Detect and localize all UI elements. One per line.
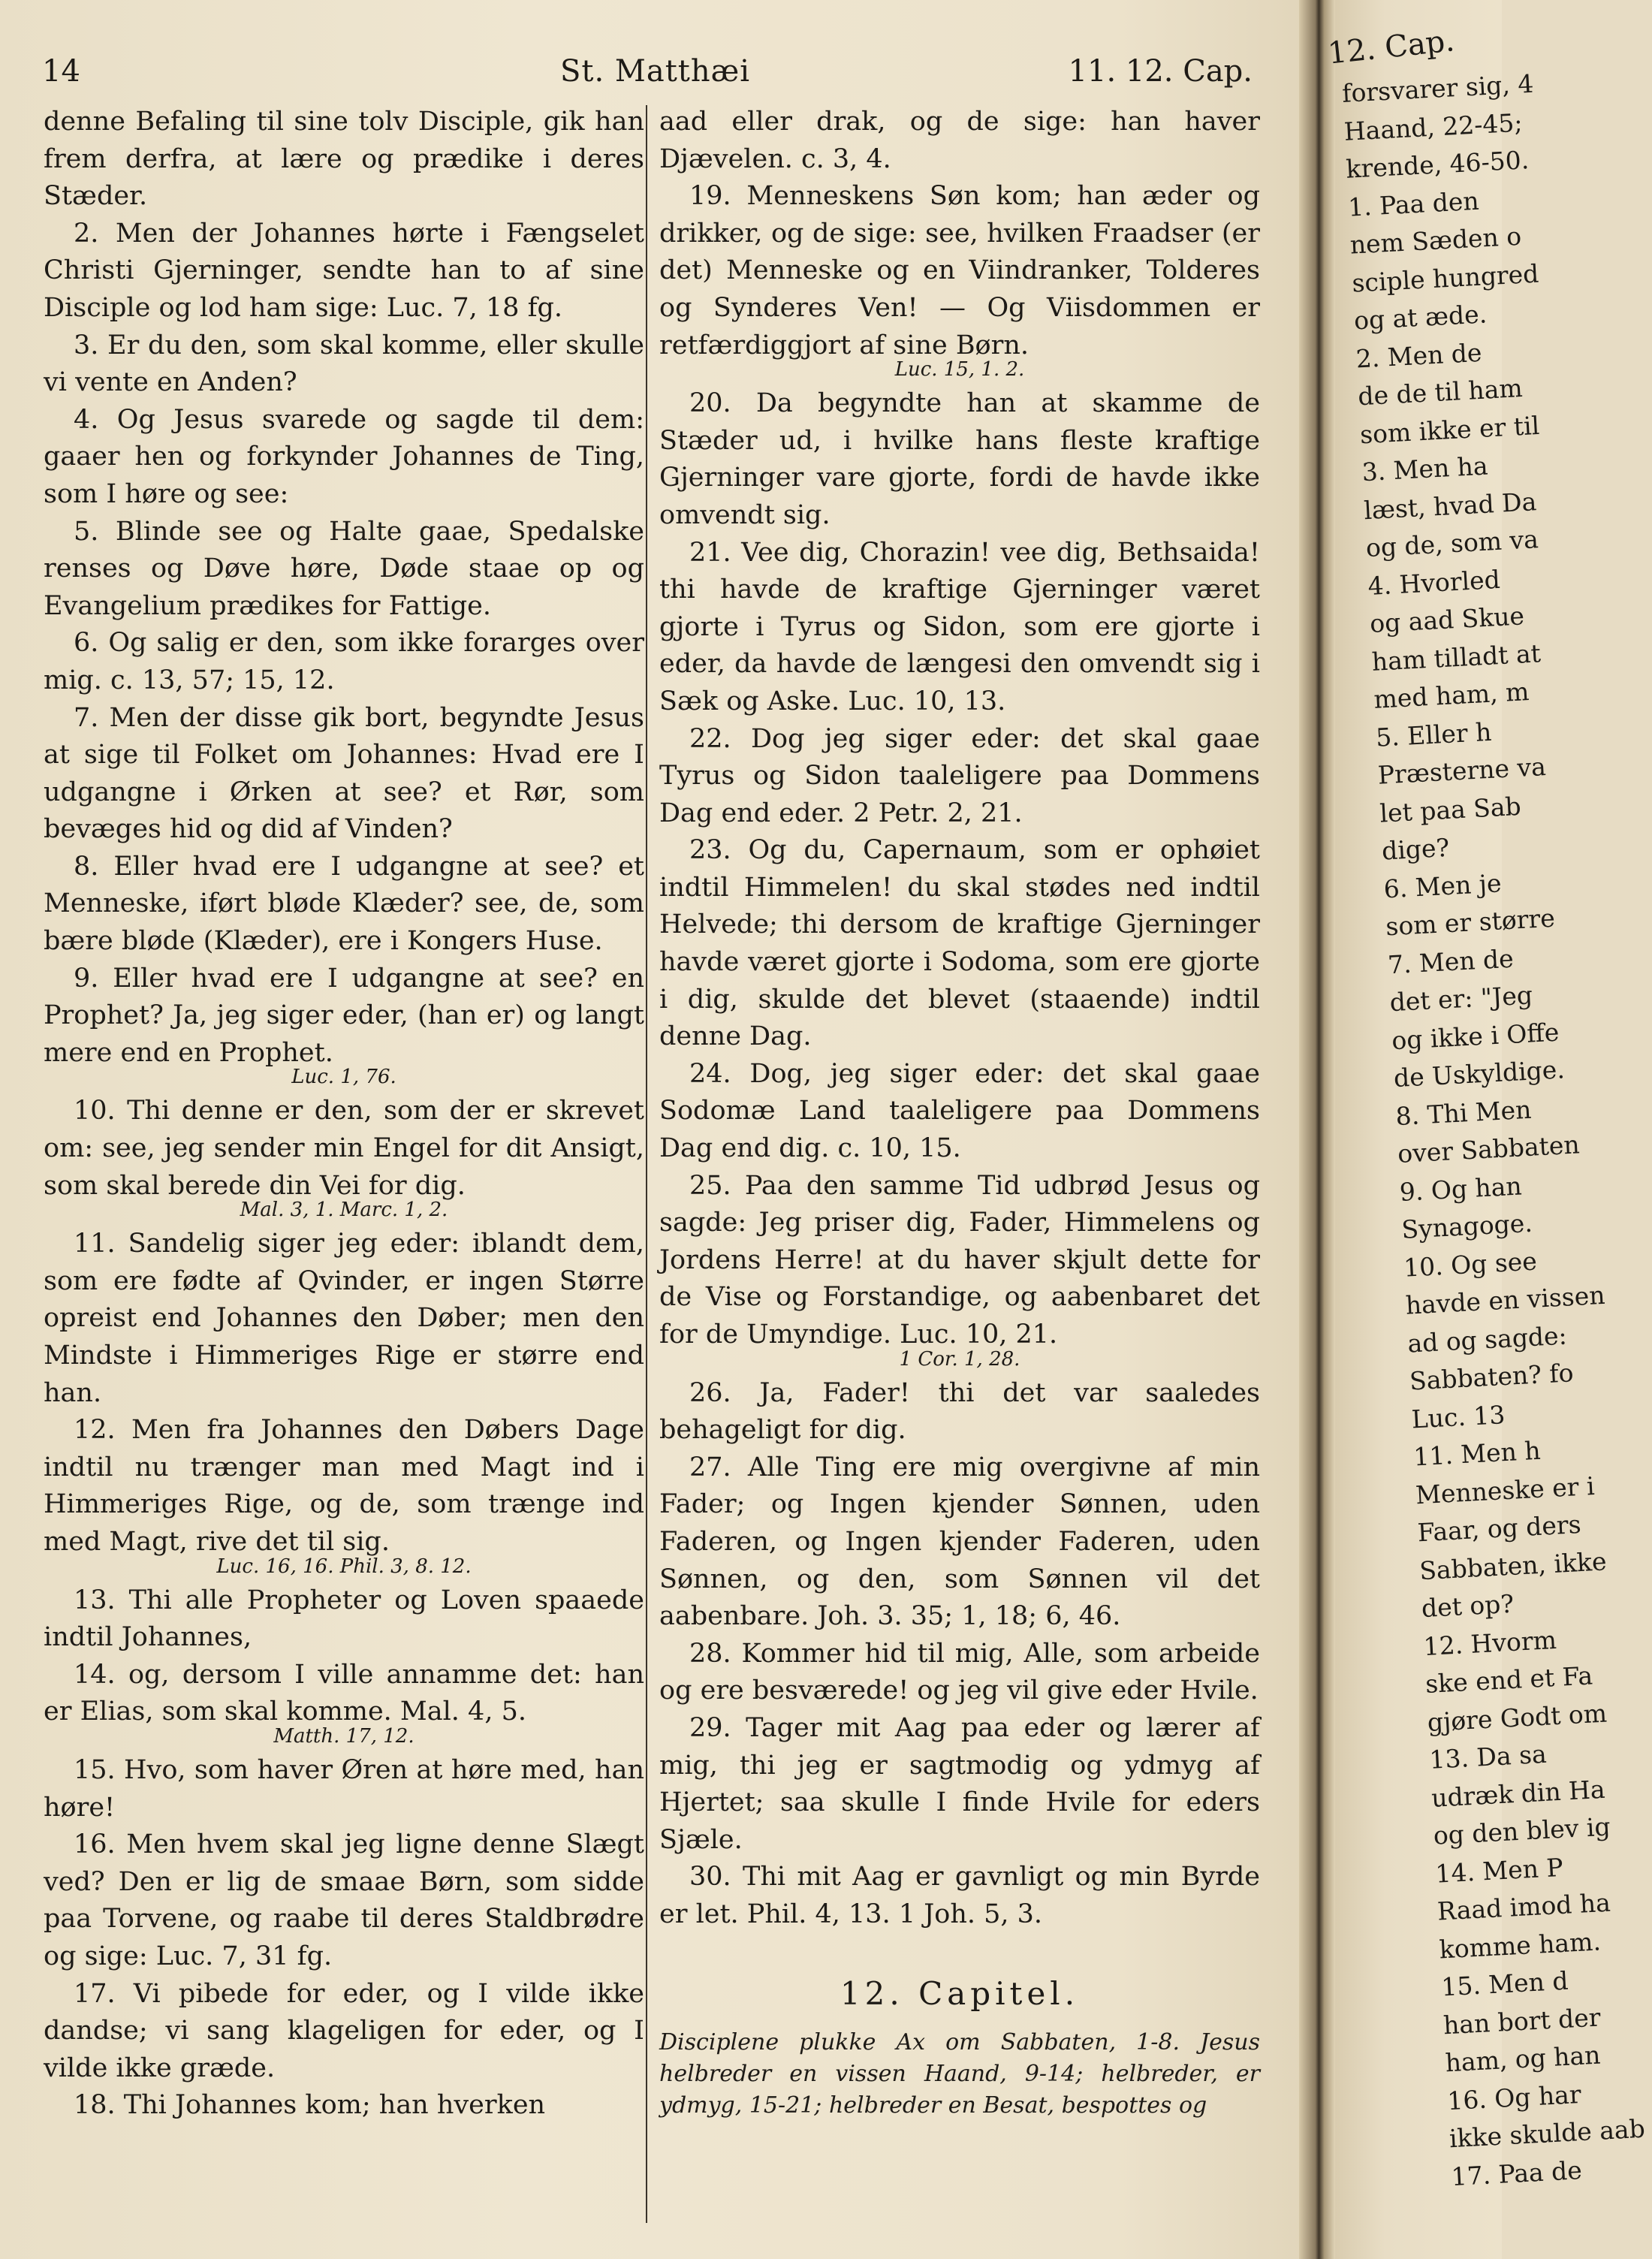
verse: 5. Blinde see og Halte gaae, Spedalske renses og Døve høre, Døde staae op og Evangelium prædikes for Fattige. — [44, 516, 644, 621]
next-page-line: de de til ham — [1357, 372, 1524, 412]
next-page-line: som ikke er til — [1359, 410, 1541, 449]
next-page-line: Præsterne va — [1376, 752, 1547, 790]
verse: 25. Paa den samme Tid udbrød Jesus og sagde: Jeg priser dig, Fader, Himmelens og Jordens Herre! at du haver skjult dette for de Vise og Forstandige, og aabenbaret det for de Umyndige. Luc. 10, 21. — [659, 1170, 1260, 1350]
next-page-line: gjøre Godt om — [1426, 1697, 1608, 1737]
cross-reference: Luc. 1, 76. — [291, 1066, 396, 1089]
verse: 28. Kommer hid til mig, Alle, som arbeide og ere besværede! og jeg vil give eder Hvile. — [659, 1638, 1260, 1706]
book-gutter — [1299, 0, 1335, 2259]
verse: 12. Men fra Johannes den Døbers Dage indtil nu trænger man med Magt ind i Himmeriges Rige, og de, som trænge ind med Magt, rive det til sig. — [44, 1415, 644, 1557]
chapter-summary: Disciplene plukke Ax om Sabbaten, 1-8. Jesus helbreder en vissen Haand, 9-14; helbreder, er ydmyg, 15-21; helbreder en Besat, bespottes og — [659, 2028, 1260, 2119]
verse: 3. Er du den, som skal komme, eller skulle vi vente en Anden? — [44, 330, 644, 398]
next-page-line: han bort der — [1442, 2001, 1602, 2040]
running-header — [42, 54, 1253, 99]
next-page-line: og at æde. — [1353, 299, 1488, 336]
next-page-line: ad og sagde: — [1406, 1320, 1568, 1359]
next-page-line: de Uskyldige. — [1392, 1054, 1566, 1093]
verse: 6. Og salig er den, som ikke forarges over mig. c. 13, 57; 15, 12. — [44, 628, 644, 695]
verse: 10. Thi denne er den, som der er skrevet om: see, jeg sender min Engel for dit Ansigt, som skal berede din Vei for dig. — [44, 1096, 644, 1201]
next-page-line: komme ham. — [1438, 1926, 1602, 1965]
cross-reference: Matth. 17, 12. — [273, 1724, 415, 1748]
next-page-line: dige? — [1381, 832, 1451, 866]
next-page-line: det er: "Jeg — [1388, 980, 1533, 1018]
next-page-line: nem Sæden o — [1349, 221, 1523, 260]
next-page-line: og aad Skue — [1369, 601, 1525, 638]
next-page-line: 13. Da sa — [1428, 1739, 1548, 1775]
verse: 7. Men der disse gik bort, begyndte Jesus at sige til Folket om Johannes: Hvad ere I udgangne i Ørken at see? et Rør, som bevæges hid og did af Vinden? — [44, 702, 644, 845]
next-page-line: det op? — [1420, 1588, 1515, 1624]
next-page-line: sciple hungred — [1351, 258, 1540, 298]
verse: 26. Ja, Fader! thi det var saaledes behageligt for dig. — [659, 1377, 1260, 1446]
next-page-header: 12. Cap. — [1326, 23, 1457, 71]
verse: 18. Thi Johannes kom; han hverken — [74, 2090, 546, 2121]
verse: 20. Da begyndte han at skamme de Stæder ud, i hvilke hans fleste kraftige Gjerninger vare gjorte, fordi de havde ikke omvendt sig. — [659, 388, 1260, 530]
column-divider — [646, 105, 647, 2223]
verse: 15. Hvo, som haver Øren at høre med, han høre! — [44, 1754, 644, 1823]
verse: 24. Dog, jeg siger eder: det skal gaae Sodomæ Land taaleligere paa Dommens Dag end dig. c. 10, 15. — [659, 1058, 1260, 1164]
next-page-line: 8. Thi Men — [1394, 1094, 1533, 1131]
next-page-line: Faar, og ders — [1416, 1509, 1582, 1548]
verse-continuation: denne Befaling til sine tolv Disciple, gik han frem derfra, at lære og prædike i deres Stæder. — [44, 107, 644, 212]
next-page-line: Raad imod ha — [1436, 1887, 1611, 1926]
next-page-line: og den blev ig — [1432, 1811, 1611, 1850]
next-page-line: 17. Paa de — [1450, 2155, 1583, 2191]
next-page-line: forsvarer sig, 4 — [1341, 68, 1535, 108]
verse: 4. Og Jesus svarede og sagde til dem: gaaer hen og forkynder Johannes de Ting, som I høre og see: — [44, 404, 644, 509]
next-page-line: 11. Men h — [1412, 1435, 1542, 1472]
verse: 9. Eller hvad ere I udgangne at see? en Prophet? Ja, jeg siger eder, (han er) og langt mere end en Prophet. — [44, 963, 644, 1068]
next-page-line: 16. Og har — [1446, 2079, 1582, 2116]
next-page-line: ham tilladt at — [1370, 638, 1542, 677]
next-page-line: Synagoge. — [1400, 1208, 1533, 1244]
right-text-column — [659, 104, 1260, 2122]
next-page-line: 2. Men de — [1355, 337, 1483, 373]
next-page-line: med ham, m — [1373, 677, 1530, 714]
next-page-line: læst, hvad Da — [1363, 486, 1538, 525]
left-text-column — [44, 104, 644, 2125]
next-page-line: og de, som va — [1364, 524, 1539, 563]
verse: 27. Alle Ting ere mig overgivne af min Fader; og Ingen kjender Sønnen, uden Faderen, og Ingen kjender Faderen, uden Sønnen, og den, som Sønnen vil det aabenbare. Joh. 3. 35; 1, 18; 6, 46. — [659, 1452, 1260, 1632]
verse: 21. Vee dig, Chorazin! vee dig, Bethsaida! thi havde de kraftige Gjerninger været gjorte i Tyrus og Sidon, som ere gjorte i eder, da havde de længesi den omvendt sig i Sæk og Aske. Luc. 10, 13. — [659, 537, 1260, 716]
cross-reference: Luc. 15, 1. 2. — [894, 358, 1025, 382]
next-page-line: 9. Og han — [1398, 1170, 1523, 1207]
next-page-line: 3. Men ha — [1361, 451, 1489, 487]
cross-reference: Luc. 16, 16. Phil. 3, 8. 12. — [216, 1555, 472, 1578]
cross-reference: 1 Cor. 1, 28. — [899, 1347, 1020, 1371]
verse: 8. Eller hvad ere I udgangne at see? et Menneske, iført bløde Klæder? see, de, som bære bløde (Klæder), ere i Kongers Huse. — [44, 851, 644, 957]
next-page-line: Sabbaten, ikke — [1418, 1546, 1608, 1585]
next-page-line: krende, 46-50. — [1345, 145, 1530, 184]
verse: 17. Vi pibede for eder, og I vilde ikke dandse; vi sang klageligen for eder, og I vilde ikke græde. — [44, 1978, 644, 2083]
next-page-line: og ikke i Offe — [1391, 1017, 1560, 1055]
verse: 16. Men hvem skal jeg ligne denne Slægt ved? Den er lig de smaae Børn, som sidde paa Torvene, og raabe til deres Staldbrødre og sige: Luc. 7, 31 fg. — [44, 1829, 644, 1971]
next-page-line: let paa Sab — [1379, 791, 1522, 828]
verse-continuation: aad eller drak, og de sige: han haver Djævelen. c. 3, 4. — [659, 107, 1260, 174]
verse: 13. Thi alle Propheter og Loven spaaede indtil Johannes, — [44, 1585, 644, 1653]
next-page-line: udræk din Ha — [1430, 1774, 1606, 1813]
next-page-line: havde en vissen — [1404, 1280, 1606, 1320]
next-page-line: som er større — [1385, 903, 1556, 942]
next-page-line: ham, og han — [1444, 2040, 1602, 2078]
next-page-line: 12. Hvorm — [1422, 1624, 1557, 1661]
verse: 23. Og du, Capernaum, som er ophøiet indtil Himmelen! du skal stødes ned indtil Helvede; thi dersom de kraftige Gjerninger havde været gjorte i Sodoma, som ere gjorte i dig, skulde det blevet (staaende) indtil denne Dag. — [659, 835, 1260, 1052]
verse: 29. Tager mit Aag paa eder og lærer af mig, thi jeg er sagtmodig og ydmyg af Hjertet; saa skulle I finde Hvile for eders Sjæle. — [659, 1712, 1260, 1855]
next-page-line: 6. Men je — [1382, 867, 1503, 903]
next-page-line: 7. Men de — [1387, 943, 1515, 979]
chapter-marker: 11. 12. Cap. — [1068, 54, 1253, 89]
cross-reference: Mal. 3, 1. Marc. 1, 2. — [240, 1199, 448, 1222]
next-page-line: 1. Paa den — [1347, 185, 1480, 222]
page-number: 14 — [42, 54, 80, 89]
next-page-line: Haand, 22-45; — [1343, 107, 1524, 146]
next-page-line: ikke skulde aab — [1448, 2113, 1646, 2154]
next-page-line: over Sabbaten — [1397, 1130, 1581, 1169]
verse: 19. Menneskens Søn kom; han æder og drikker, og de sige: see, hvilken Fraadser (er det) Menneske og en Viindranker, Tolderes og Synderes Ven! — Og Viisdommen er retfærdiggjort af sine Børn. — [659, 181, 1260, 360]
next-page-line: ske end et Fa — [1424, 1660, 1593, 1700]
next-page-line: 15. Men d — [1440, 1965, 1569, 2002]
verse: 22. Dog jeg siger eder: det skal gaae Tyrus og Sidon taaleligere paa Dommens Dag end eder. 2 Petr. 2, 21. — [659, 723, 1260, 828]
page-title: St. Matthæi — [560, 54, 751, 89]
next-page-line: 10. Og see — [1403, 1246, 1538, 1283]
verse: 30. Thi mit Aag er gavnligt og min Byrde er let. Phil. 4, 13. 1 Joh. 5, 3. — [659, 1862, 1260, 1929]
next-page-line: Luc. 13 — [1410, 1399, 1506, 1434]
chapter-heading: 12. Capitel. — [840, 1974, 1080, 2012]
next-page-line: Sabbaten? fo — [1409, 1358, 1575, 1396]
verse: 2. Men der Johannes hørte i Fængselet Christi Gjerninger, sendte han to af sine Disciple og lod ham sige: Luc. 7, 18 fg. — [44, 218, 644, 323]
next-page-line: 4. Hvorled — [1367, 564, 1501, 601]
next-page-line: 14. Men P — [1434, 1852, 1564, 1889]
next-page-line: 5. Eller h — [1375, 716, 1493, 752]
verse: 11. Sandelig siger jeg eder: iblandt dem, som ere fødte af Qvinder, er ingen Større opreist end Johannes den Døber; men den Mindste i Himmeriges Rige er større end han. — [44, 1229, 644, 1408]
verse: 14. og, dersom I ville annamme det: han er Elias, som skal komme. Mal. 4, 5. — [44, 1659, 644, 1727]
next-page-line: Menneske er i — [1415, 1470, 1596, 1510]
